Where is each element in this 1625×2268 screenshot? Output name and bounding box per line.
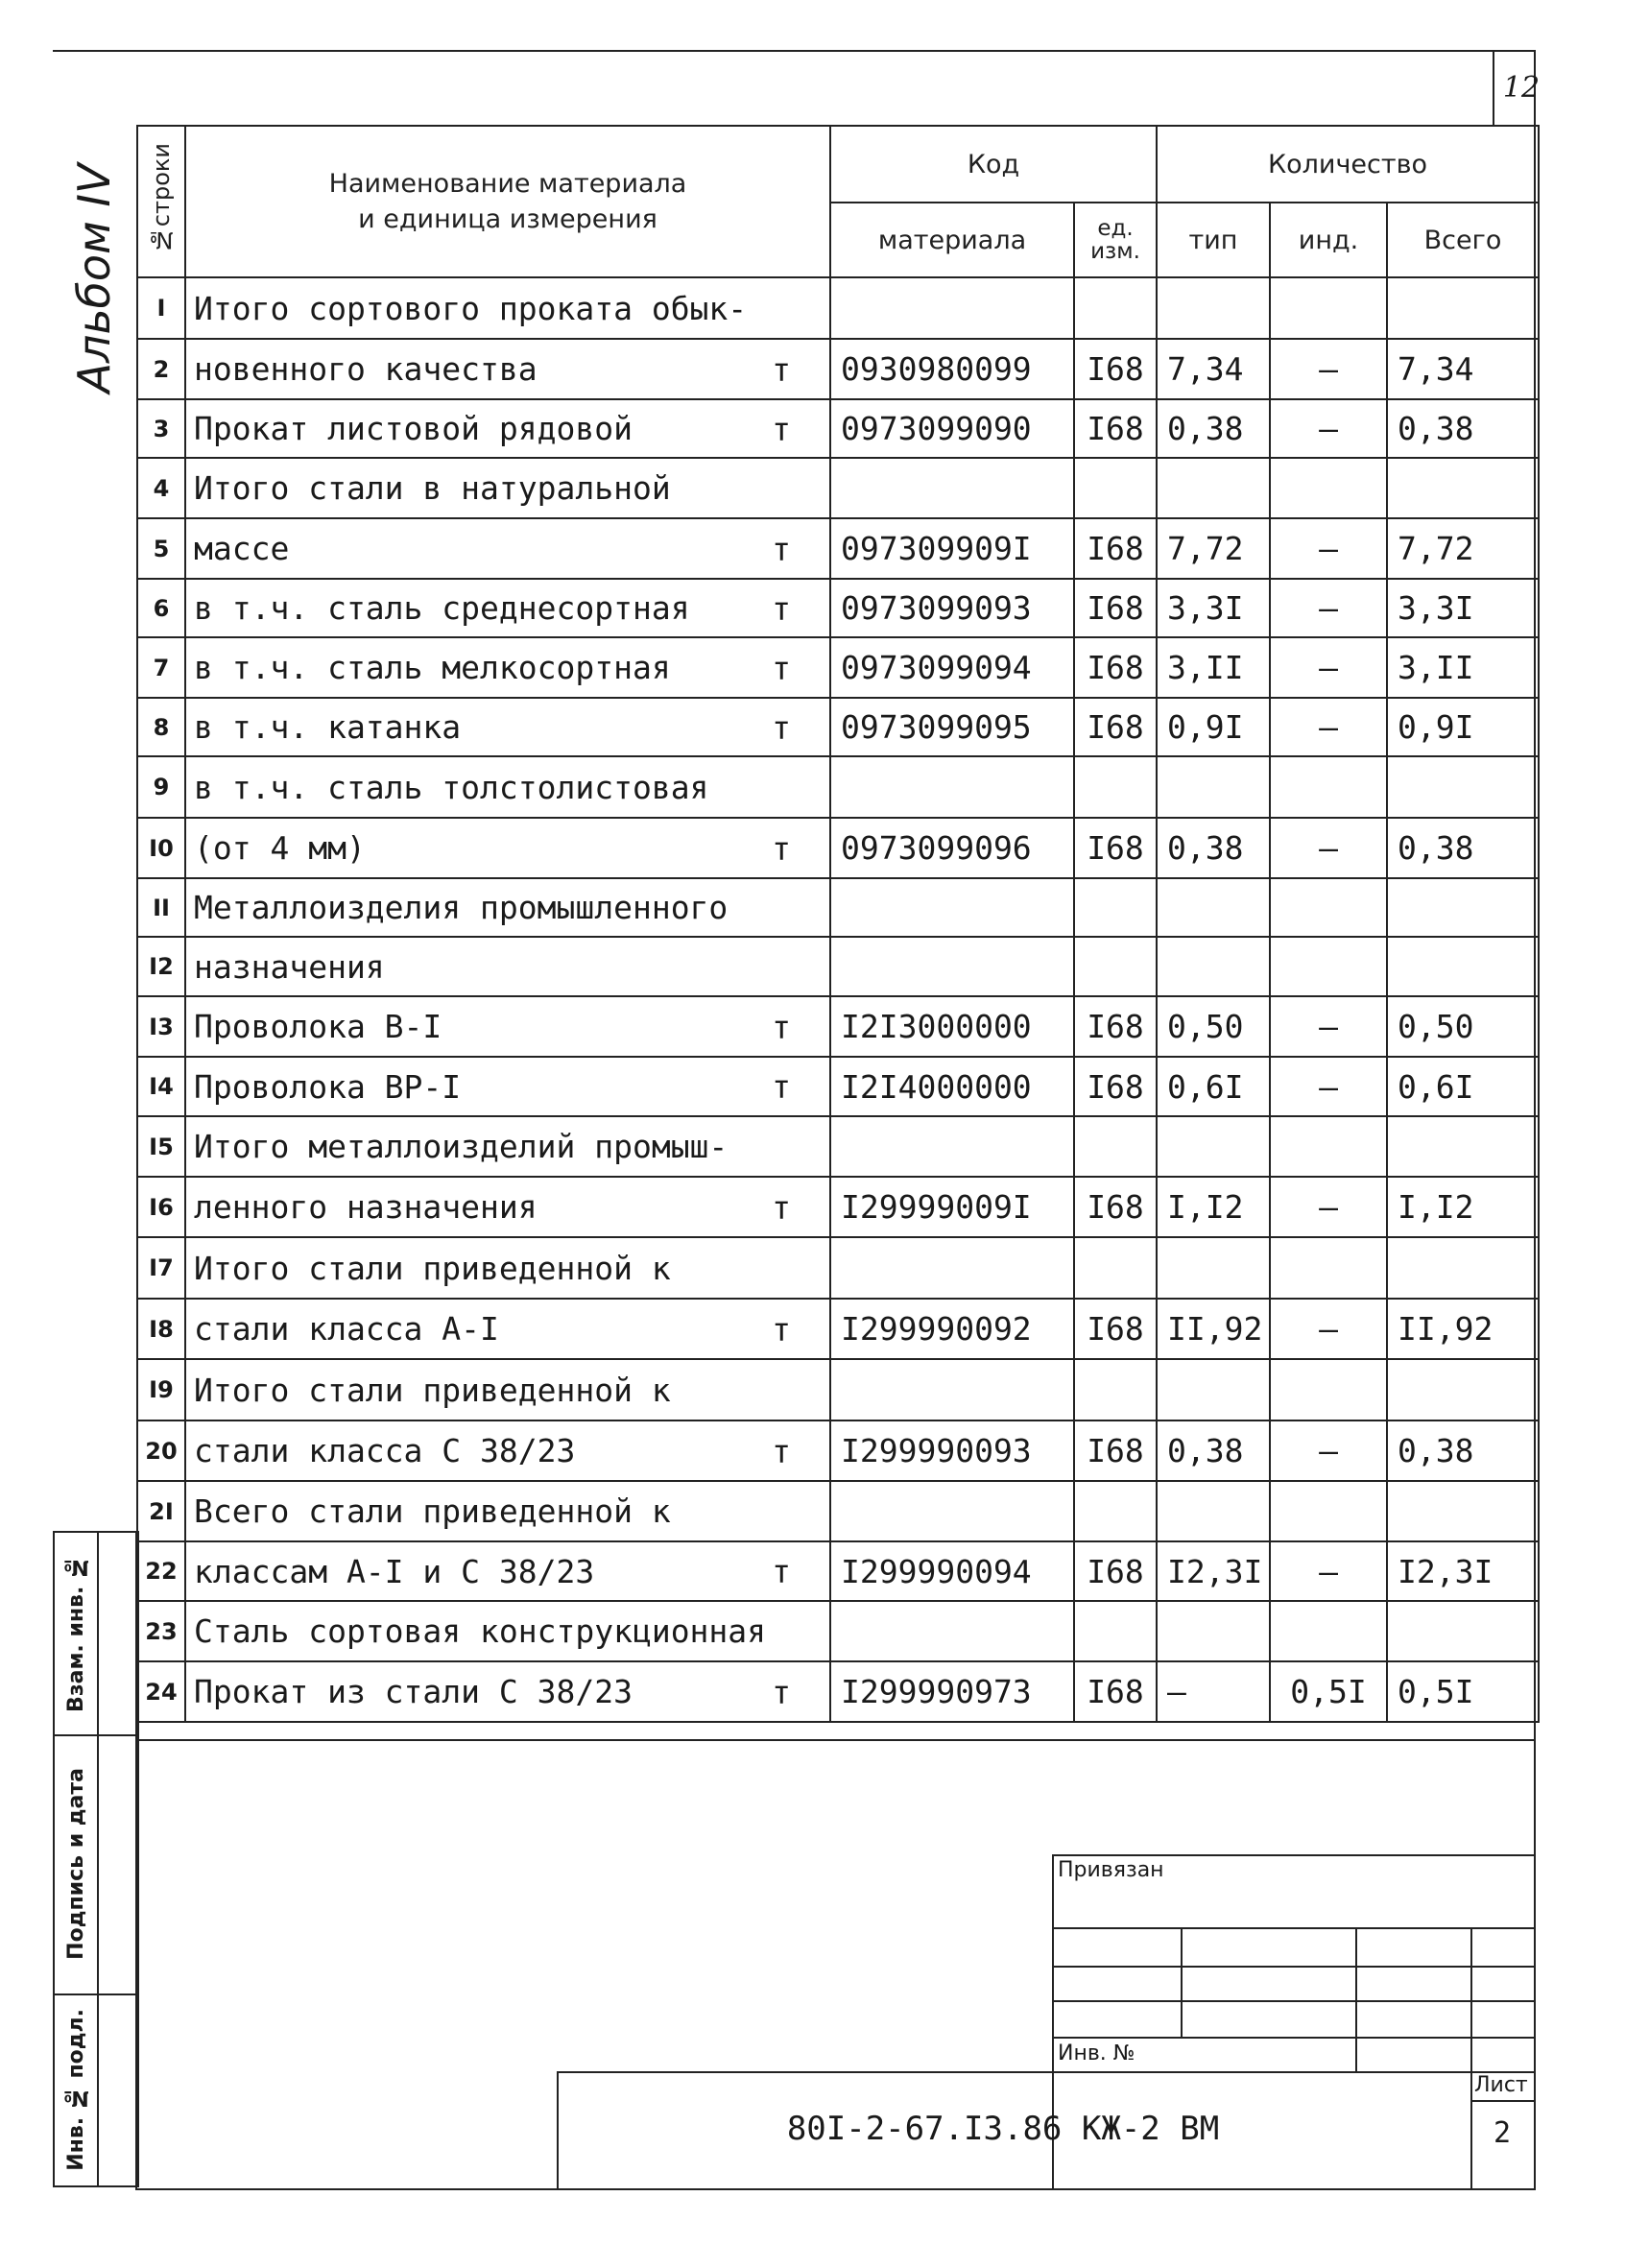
qty-total <box>1387 1359 1539 1420</box>
header-name-line2: и единица измерения <box>358 204 657 234</box>
tb-col <box>1355 1927 1357 2071</box>
qty-total: 0,38 <box>1387 818 1539 878</box>
material-name-text: Всего стали приведенной к <box>194 1492 671 1530</box>
row-number: I <box>137 277 185 339</box>
table-row <box>137 1359 1539 1420</box>
qty-type <box>1157 1359 1270 1420</box>
row-number: I8 <box>137 1299 185 1359</box>
material-unit: т <box>772 589 791 627</box>
material-name-text: Итого стали в натуральной <box>194 469 671 507</box>
unit-code <box>1074 878 1157 937</box>
material-name <box>185 277 830 339</box>
table-row <box>137 579 1539 637</box>
table-row <box>137 458 1539 518</box>
row-number: 23 <box>137 1601 185 1661</box>
qty-total: 0,38 <box>1387 399 1539 458</box>
inv-no-label: Инв. № <box>1058 2041 1135 2065</box>
qty-ind: – <box>1270 996 1387 1057</box>
material-unit: т <box>772 1552 791 1590</box>
page-number: 12 <box>1502 71 1541 105</box>
material-name <box>185 637 830 698</box>
material-name <box>185 937 830 996</box>
qty-type <box>1157 878 1270 937</box>
qty-total <box>1387 1481 1539 1541</box>
material-unit: т <box>772 1310 791 1348</box>
material-name <box>185 518 830 579</box>
table-row <box>137 1177 1539 1237</box>
qty-ind: – <box>1270 818 1387 878</box>
qty-total: 0,9I <box>1387 698 1539 756</box>
unit-code <box>1074 277 1157 339</box>
table-row <box>137 1299 1539 1359</box>
row-number: 20 <box>137 1420 185 1481</box>
row-number: 2I <box>137 1481 185 1541</box>
material-code <box>830 1481 1074 1541</box>
material-name <box>185 698 830 756</box>
qty-total: 7,72 <box>1387 518 1539 579</box>
material-name-text: Металлоизделия промышленного <box>194 889 729 926</box>
qty-type: 0,38 <box>1157 399 1270 458</box>
header-qty-total: Всего <box>1387 203 1539 277</box>
qty-total <box>1387 1237 1539 1299</box>
material-code: 0930980099 <box>830 339 1074 399</box>
qty-total: I2,3I <box>1387 1541 1539 1601</box>
material-name-text: стали класса С 38/23 <box>194 1432 576 1469</box>
row-number: I4 <box>137 1057 185 1116</box>
material-unit: т <box>772 350 791 388</box>
material-code <box>830 1359 1074 1420</box>
qty-type: 0,9I <box>1157 698 1270 756</box>
stamp-sign-date: Подпись и дата <box>63 1768 88 1960</box>
qty-type: I,I2 <box>1157 1177 1270 1237</box>
qty-type: 0,6I <box>1157 1057 1270 1116</box>
material-name-text: классам А-I и С 38/23 <box>194 1552 595 1590</box>
material-code <box>830 277 1074 339</box>
sheet-number: 2 <box>1493 2116 1512 2150</box>
qty-ind: – <box>1270 518 1387 579</box>
qty-type: II,92 <box>1157 1299 1270 1359</box>
qty-total <box>1387 937 1539 996</box>
row-number: II <box>137 878 185 937</box>
qty-ind: – <box>1270 579 1387 637</box>
table-row <box>137 1116 1539 1177</box>
table-row <box>137 1420 1539 1481</box>
material-name-text: стали класса А-I <box>194 1310 499 1348</box>
header-name <box>185 126 830 277</box>
row-number: I0 <box>137 818 185 878</box>
unit-code: I68 <box>1074 339 1157 399</box>
material-name-text: в т.ч. катанка <box>194 708 462 746</box>
material-code <box>830 937 1074 996</box>
qty-total <box>1387 756 1539 818</box>
material-code: 0973099095 <box>830 698 1074 756</box>
unit-code <box>1074 1601 1157 1661</box>
table-row <box>137 996 1539 1057</box>
qty-type: I2,3I <box>1157 1541 1270 1601</box>
material-code: 0973099094 <box>830 637 1074 698</box>
qty-ind <box>1270 458 1387 518</box>
unit-code: I68 <box>1074 1420 1157 1481</box>
qty-ind: – <box>1270 1541 1387 1601</box>
unit-code <box>1074 756 1157 818</box>
qty-total: 0,50 <box>1387 996 1539 1057</box>
qty-total <box>1387 277 1539 339</box>
qty-total <box>1387 458 1539 518</box>
material-name <box>185 1177 830 1237</box>
qty-total: II,92 <box>1387 1299 1539 1359</box>
top-rule <box>53 50 1536 52</box>
row-number: I6 <box>137 1177 185 1237</box>
row-number: 9 <box>137 756 185 818</box>
qty-ind <box>1270 1116 1387 1177</box>
margin-stamp <box>53 1531 139 2187</box>
material-name-text: в т.ч. сталь мелкосортная <box>194 649 671 686</box>
qty-type <box>1157 937 1270 996</box>
row-number: 3 <box>137 399 185 458</box>
header-code-group: Код <box>830 126 1157 203</box>
qty-ind: – <box>1270 698 1387 756</box>
table-row <box>137 277 1539 339</box>
row-number: 4 <box>137 458 185 518</box>
table-row <box>137 637 1539 698</box>
tb-rule <box>1052 2000 1534 2002</box>
qty-total: 0,6I <box>1387 1057 1539 1116</box>
material-code <box>830 756 1074 818</box>
row-number: 5 <box>137 518 185 579</box>
table-row <box>137 518 1539 579</box>
album-text: Альбом IV <box>68 163 120 394</box>
document-designation: 80I-2-67.I3.86 КЖ-2 ВМ <box>786 2110 1220 2148</box>
qty-type: 0,50 <box>1157 996 1270 1057</box>
material-code: I29999009I <box>830 1177 1074 1237</box>
material-code: 097309909I <box>830 518 1074 579</box>
material-name <box>185 756 830 818</box>
material-code: I299990094 <box>830 1541 1074 1601</box>
material-name-text: Итого стали приведенной к <box>194 1371 671 1409</box>
material-unit: т <box>772 410 791 447</box>
table-row <box>137 399 1539 458</box>
unit-code: I68 <box>1074 996 1157 1057</box>
row-number: 2 <box>137 339 185 399</box>
unit-code <box>1074 1481 1157 1541</box>
unit-code <box>1074 1116 1157 1177</box>
header-quantity-group: Количество <box>1157 126 1539 203</box>
qty-type <box>1157 1237 1270 1299</box>
qty-total: 0,38 <box>1387 1420 1539 1481</box>
qty-type: 7,72 <box>1157 518 1270 579</box>
material-name <box>185 1420 830 1481</box>
tb-col <box>1181 1927 1183 2037</box>
table-row <box>137 1601 1539 1661</box>
unit-code <box>1074 937 1157 996</box>
row-number: I2 <box>137 937 185 996</box>
material-code: I299990093 <box>830 1420 1074 1481</box>
material-name-text: Сталь сортовая конструкционная <box>194 1612 767 1650</box>
material-name <box>185 1481 830 1541</box>
table-row <box>137 1237 1539 1299</box>
qty-type <box>1157 277 1270 339</box>
material-name <box>185 996 830 1057</box>
table-row <box>137 937 1539 996</box>
header-name-line1: Наименование материала <box>328 169 687 199</box>
qty-ind <box>1270 1359 1387 1420</box>
qty-total: 3,3I <box>1387 579 1539 637</box>
row-number: 7 <box>137 637 185 698</box>
material-name <box>185 458 830 518</box>
material-unit: т <box>772 829 791 867</box>
materials-table <box>136 125 1540 1723</box>
material-unit: т <box>772 1067 791 1106</box>
unit-code: I68 <box>1074 1177 1157 1237</box>
qty-type: 0,38 <box>1157 818 1270 878</box>
qty-ind: – <box>1270 339 1387 399</box>
unit-code: I68 <box>1074 698 1157 756</box>
qty-total: 3,II <box>1387 637 1539 698</box>
qty-total: I,I2 <box>1387 1177 1539 1237</box>
unit-code: I68 <box>1074 637 1157 698</box>
material-code <box>830 1237 1074 1299</box>
row-number: I5 <box>137 1116 185 1177</box>
material-unit: т <box>772 530 791 567</box>
tb-rule <box>1052 1966 1534 1968</box>
tb-rule <box>1052 2037 1534 2039</box>
material-name <box>185 878 830 937</box>
material-code <box>830 1116 1074 1177</box>
material-unit: т <box>772 1673 791 1710</box>
qty-total <box>1387 878 1539 937</box>
material-unit: т <box>772 708 791 746</box>
table-bottom-rule <box>135 1739 1534 1741</box>
table-row <box>137 339 1539 399</box>
stamp-divider <box>97 1533 99 2185</box>
qty-type: 0,38 <box>1157 1420 1270 1481</box>
material-name-text: Итого сортового проката обык- <box>194 289 748 327</box>
header-qty-ind: инд. <box>1270 203 1387 277</box>
unit-code: I68 <box>1074 1299 1157 1359</box>
qty-ind <box>1270 277 1387 339</box>
unit-code <box>1074 1359 1157 1420</box>
material-name <box>185 1057 830 1116</box>
material-name-text: назначения <box>194 947 385 986</box>
qty-ind: – <box>1270 637 1387 698</box>
material-name-text: в т.ч. сталь толстолистовая <box>194 768 709 806</box>
qty-type: 7,34 <box>1157 339 1270 399</box>
material-name <box>185 1601 830 1661</box>
header-qty-type: тип <box>1157 203 1270 277</box>
table-row <box>137 1661 1539 1722</box>
tb-rule <box>1052 1927 1534 1929</box>
qty-type <box>1157 1601 1270 1661</box>
material-code: 0973099096 <box>830 818 1074 878</box>
qty-type: – <box>1157 1661 1270 1722</box>
material-code: 0973099093 <box>830 579 1074 637</box>
row-number: 22 <box>137 1541 185 1601</box>
album-label <box>56 134 132 422</box>
material-name <box>185 339 830 399</box>
material-code: 0973099090 <box>830 399 1074 458</box>
table-row <box>137 1481 1539 1541</box>
qty-ind <box>1270 1601 1387 1661</box>
material-code <box>830 458 1074 518</box>
qty-type <box>1157 1116 1270 1177</box>
material-name <box>185 1359 830 1420</box>
qty-ind: – <box>1270 399 1387 458</box>
material-name <box>185 579 830 637</box>
material-name-text: новенного качества <box>194 350 538 388</box>
unit-code: I68 <box>1074 1541 1157 1601</box>
material-name-text: (от 4 мм) <box>194 829 366 867</box>
material-name <box>185 818 830 878</box>
material-name-text: Итого металлоизделий промыш- <box>194 1128 729 1165</box>
material-code: I299990973 <box>830 1661 1074 1722</box>
qty-ind <box>1270 937 1387 996</box>
qty-type <box>1157 1481 1270 1541</box>
material-name-text: в т.ч. сталь среднесортная <box>194 589 690 627</box>
material-name <box>185 1299 830 1359</box>
attached-label: Привязан <box>1058 1858 1164 1882</box>
qty-total: 7,34 <box>1387 339 1539 399</box>
material-unit: т <box>772 649 791 686</box>
header-unit: ед. изм. <box>1074 203 1157 277</box>
stamp-inv-orig: Инв. № подл. <box>63 2008 88 2171</box>
material-code: I2I3000000 <box>830 996 1074 1057</box>
table-row <box>137 1541 1539 1601</box>
unit-code: I68 <box>1074 399 1157 458</box>
unit-code: I68 <box>1074 818 1157 878</box>
qty-total <box>1387 1116 1539 1177</box>
header-code-material: материала <box>830 203 1074 277</box>
material-name-text: Проволока ВР-I <box>194 1067 462 1106</box>
qty-type: 3,II <box>1157 637 1270 698</box>
qty-total <box>1387 1601 1539 1661</box>
material-name-text: Прокат из стали С 38/23 <box>194 1673 633 1710</box>
row-number: I9 <box>137 1359 185 1420</box>
header-row-number: №строки <box>137 126 185 277</box>
material-unit: т <box>772 1188 791 1226</box>
material-unit: т <box>772 1432 791 1469</box>
stamp-replace-inv: Взам. инв. № <box>63 1555 88 1712</box>
material-name <box>185 1661 830 1722</box>
row-number: I7 <box>137 1237 185 1299</box>
sheet-label: Лист <box>1474 2073 1528 2097</box>
qty-type <box>1157 756 1270 818</box>
qty-type <box>1157 458 1270 518</box>
row-number: I3 <box>137 996 185 1057</box>
table-row <box>137 818 1539 878</box>
table-body <box>137 277 1539 1722</box>
table-row <box>137 756 1539 818</box>
unit-code: I68 <box>1074 1057 1157 1116</box>
row-number: 8 <box>137 698 185 756</box>
material-name-text: массе <box>194 530 290 567</box>
material-name <box>185 1541 830 1601</box>
material-name-text: ленного назначения <box>194 1188 538 1226</box>
qty-ind: – <box>1270 1299 1387 1359</box>
material-code <box>830 1601 1074 1661</box>
qty-ind <box>1270 756 1387 818</box>
material-name <box>185 1237 830 1299</box>
unit-code: I68 <box>1074 579 1157 637</box>
qty-ind <box>1270 1481 1387 1541</box>
row-number: 6 <box>137 579 185 637</box>
qty-type: 3,3I <box>1157 579 1270 637</box>
unit-code <box>1074 458 1157 518</box>
material-code <box>830 878 1074 937</box>
frame-left <box>135 1531 137 2190</box>
row-number: 24 <box>137 1661 185 1722</box>
qty-total: 0,5I <box>1387 1661 1539 1722</box>
qty-ind <box>1270 878 1387 937</box>
unit-code: I68 <box>1074 518 1157 579</box>
material-unit: т <box>772 1008 791 1045</box>
qty-ind: – <box>1270 1177 1387 1237</box>
material-name-text: Проволока В-I <box>194 1008 442 1045</box>
qty-ind: – <box>1270 1420 1387 1481</box>
qty-ind <box>1270 1237 1387 1299</box>
table-row <box>137 878 1539 937</box>
material-code: I2I4000000 <box>830 1057 1074 1116</box>
material-name <box>185 399 830 458</box>
material-code: I299990092 <box>830 1299 1074 1359</box>
qty-ind: – <box>1270 1057 1387 1116</box>
unit-code: I68 <box>1074 1661 1157 1722</box>
material-name-text: Прокат листовой рядовой <box>194 410 633 447</box>
material-name-text: Итого стали приведенной к <box>194 1249 671 1287</box>
material-name <box>185 1116 830 1177</box>
unit-code <box>1074 1237 1157 1299</box>
table-row <box>137 698 1539 756</box>
qty-ind: 0,5I <box>1270 1661 1387 1722</box>
table-row <box>137 1057 1539 1116</box>
sheet-rule <box>1470 2100 1534 2102</box>
